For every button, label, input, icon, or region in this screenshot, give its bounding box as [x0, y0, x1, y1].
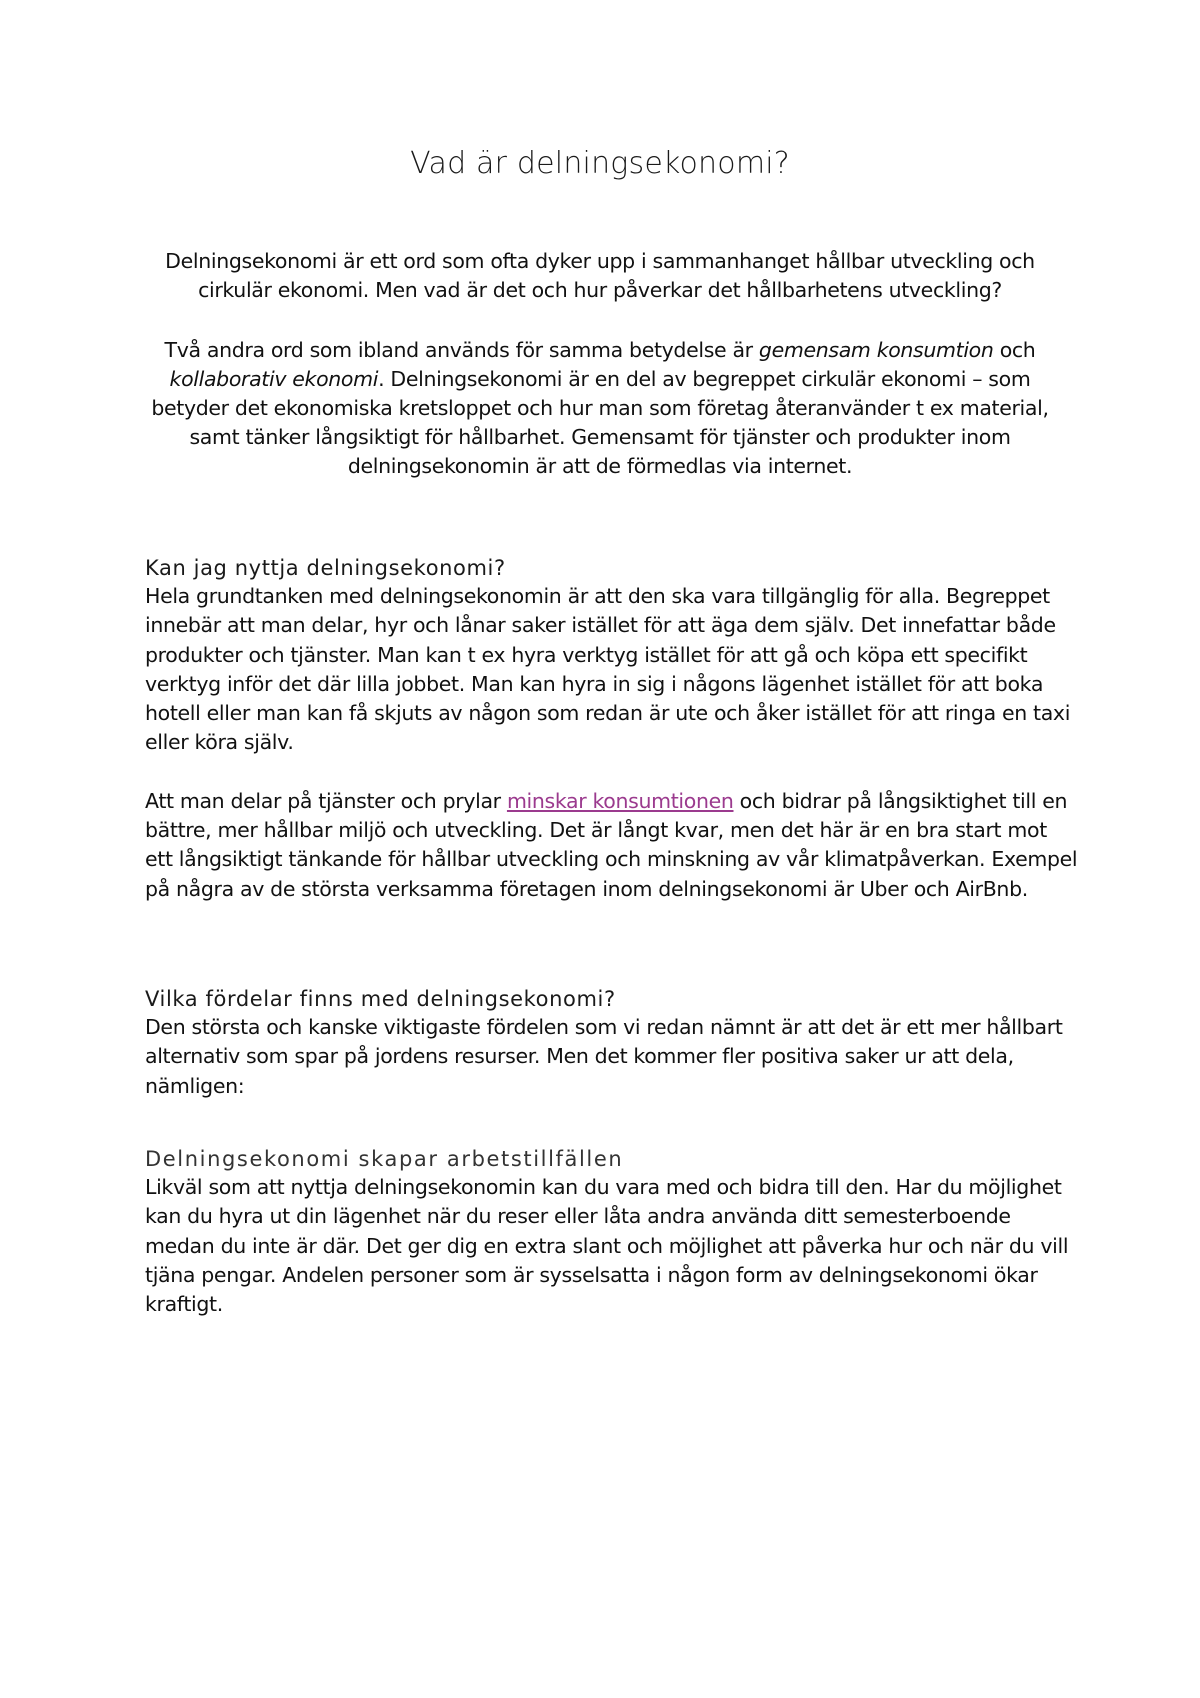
section-paragraph: Hela grundtanken med delningsekonomin är att den ska vara tillgänglig för alla. Begreppet innebär att man delar, hyr och lånar saker istället för att äga dem själv. Det innefattar både produkter och tjänster. Man kan t ex hyra verktyg istället för att gå och köpa ett specifikt verktyg inför det där lilla jobbet. Man kan hyra in sig i någons lägenhet istället för att boka hotell eller man kan få skjuts av någon som redan är ute och åker istället för att ringa en taxi eller köra själv. — [145, 584, 1071, 755]
term-gemensam-konsumtion: gemensam konsumtion — [758, 338, 994, 362]
section-paragraph — [145, 787, 1080, 904]
section-paragraph: Den största och kanske viktigaste fördelen som vi redan nämnt är att det är ett mer hållbart alternativ som spar på jordens resurser. Men det kommer fler positiva saker ur att dela, nämligen: — [145, 1015, 1063, 1098]
minskar-konsumtionen-link[interactable]: minskar konsumtionen — [506, 788, 734, 813]
intro-text-c: . Delningsekonomi är en del av begreppet cirkulär ekonomi – som betyder det ekonomiska kretsloppet och hur man som företag återanvänder t ex material, samt tänker långsiktigt för hållbarhet. Gemensamt för tjänster och produkter inom delningsekonomin är att de förmedlas via internet. — [151, 367, 1049, 478]
subsection-heading: Delningsekonomi skapar arbetstillfällen — [145, 1147, 624, 1171]
section-paragraph: Likväl som att nyttja delningsekonomin kan du vara med och bidra till den. Har du möjlighet kan du hyra ut din lägenhet när du reser eller låta andra använda ditt semesterboende medan du inte är där. Det ger dig en extra slant och möjlighet att påverka hur och när du vill tjäna pengar. Andelen personer som är sysselsatta i någon form av delningsekonomi ökar kraftigt. — [145, 1175, 1069, 1317]
intro-paragraph-1: Delningsekonomi är ett ord som ofta dyker upp i sammanhanget hållbar utveckling och cirkulär ekonomi. Men vad är det och hur påverkar det hållbarhetens utveckling? — [165, 249, 1035, 302]
section-heading: Kan jag nyttja delningsekonomi? — [145, 556, 506, 580]
intro-paragraph-2 — [140, 336, 1060, 481]
page-title: Vad är delningsekonomi? — [410, 146, 790, 181]
section-arbetstillfallen — [145, 1145, 1080, 1319]
term-kollaborativ-ekonomi: kollaborativ ekonomi — [169, 367, 379, 391]
intro-text-b: och — [993, 338, 1036, 362]
section-vilka-fordelar — [145, 985, 1080, 1101]
section-heading: Vilka fördelar finns med delningsekonomi? — [145, 987, 616, 1011]
paragraph-text: och bidrar på långsiktighet till en bättre, mer hållbar miljö och utveckling. Det är långt kvar, men det här är en bra start mot ett långsiktigt tänkande för hållbar utveckling och minskning av vår klimatpåverkan. Exempel på några av de största verksamma företagen inom delningsekonomi är Uber och AirBnb. — [145, 788, 1078, 901]
intro-text-a: Två andra ord som ibland används för samma betydelse är — [164, 338, 759, 362]
paragraph-text: Att man delar på tjänster och prylar — [145, 788, 507, 813]
section-kan-jag-nyttja — [145, 554, 1080, 904]
